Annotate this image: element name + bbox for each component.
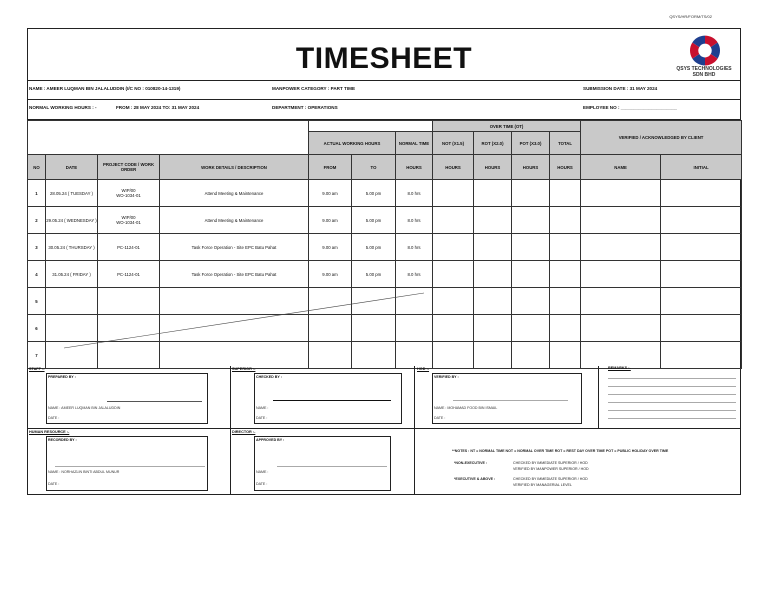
director-name: NAME : bbox=[256, 470, 269, 474]
timesheet-table bbox=[27, 120, 742, 369]
table-row bbox=[28, 261, 742, 288]
row-hours: 8.0 hrs bbox=[396, 180, 433, 207]
director-section-label: DIRECTOR :- bbox=[232, 430, 256, 434]
row-date: 30.05.24 ( THURSDAY ) bbox=[46, 234, 98, 261]
total-header: TOTAL bbox=[550, 132, 581, 155]
divider bbox=[598, 366, 599, 428]
not-header: NOT (X1.5) bbox=[433, 132, 474, 155]
row-to: 5.00 pm bbox=[352, 180, 396, 207]
approved-by-label: APPROVED BY : bbox=[256, 438, 285, 442]
actual-hours-header: ACTUAL WORKING HOURS bbox=[309, 132, 396, 155]
divider bbox=[27, 99, 741, 100]
row-to: 5.00 pm bbox=[352, 207, 396, 234]
row-number: 4 bbox=[28, 261, 46, 288]
row-hours: 8.0 hrs bbox=[396, 261, 433, 288]
notes-legend: **NOTES : NT = NORMAL TIME NOT = NORMAL OVER TIME ROT = REST DAY OVER TIME POT = PUBLIC HOLIDAY OVER TIME bbox=[452, 449, 669, 453]
employee-number: EMPLOYEE NO : ______________________ bbox=[583, 105, 677, 110]
executive-rule-2: VERIFIED BY MANAGERIAL LEVEL bbox=[513, 483, 572, 487]
normal-working-hours: NORMAL WORKING HOURS : - bbox=[29, 105, 97, 110]
non-executive-label: *NON-EXECUTIVE : bbox=[454, 461, 488, 465]
director-date: DATE : bbox=[256, 482, 268, 486]
row-hours: 8.0 hrs bbox=[396, 234, 433, 261]
hr-section-label: HUMAN RESOURCE :- bbox=[29, 430, 70, 434]
col-hours: HOURS bbox=[396, 155, 433, 180]
manpower-category: MANPOWER CATEGORY : PART TIME bbox=[272, 86, 356, 91]
superior-section-label: SUPERIOR :- bbox=[232, 367, 256, 371]
row-number: 5 bbox=[28, 288, 46, 315]
hod-date: DATE : bbox=[434, 416, 446, 420]
project-code: WIP/00 bbox=[121, 188, 136, 193]
divider bbox=[27, 80, 741, 81]
row-from: 9.00 am bbox=[309, 180, 352, 207]
divider bbox=[414, 428, 415, 495]
row-from: 9.00 am bbox=[309, 234, 352, 261]
employee-name: NAME : AMEER LUQMAN BIN JALALUDDIN (I/C NO : 010820-14-1319) bbox=[29, 86, 181, 91]
page-title: TIMESHEET bbox=[295, 42, 473, 75]
row-number: 2 bbox=[28, 207, 46, 234]
row-hours: 8.0 hrs bbox=[396, 207, 433, 234]
hod-section-label: HOD :- bbox=[417, 367, 430, 371]
table-row bbox=[28, 315, 742, 342]
divider bbox=[230, 366, 231, 495]
remarks-lines bbox=[608, 372, 736, 426]
row-project bbox=[98, 207, 160, 234]
verified-by-box bbox=[432, 373, 582, 424]
superior-name: NAME : bbox=[256, 406, 269, 410]
row-number: 7 bbox=[28, 342, 46, 369]
divider bbox=[414, 366, 415, 428]
hr-name: NAME : NORHAZLIN BINTI ABDUL MUNUR bbox=[48, 470, 120, 474]
col-rot-hours: HOURS bbox=[474, 155, 512, 180]
row-details: Attend Meeting & Maintenance bbox=[160, 207, 309, 234]
approved-by-box bbox=[254, 436, 391, 491]
checked-by-label: CHECKED BY : bbox=[256, 375, 282, 379]
hr-date: DATE : bbox=[48, 482, 60, 486]
staff-date: DATE : bbox=[48, 416, 60, 420]
row-date: 28.05.24 ( TUESDAY ) bbox=[46, 180, 98, 207]
table-row bbox=[28, 288, 742, 315]
company-name bbox=[668, 66, 740, 78]
recorded-by-box bbox=[46, 436, 208, 491]
col-total-hours: HOURS bbox=[550, 155, 581, 180]
col-details: WORK DETAILS / DESCRIPTION bbox=[160, 155, 309, 180]
hod-name: NAME : MOHAMAD FOOD BIN ISMAIL bbox=[434, 406, 498, 410]
divider bbox=[27, 428, 741, 429]
non-executive-rule-2: VERIFIED BY MANPOWER SUPERIOR / HOD bbox=[513, 467, 589, 471]
document-reference: QSYS/HR/FORM/TS/02 bbox=[669, 14, 712, 19]
row-to: 5.00 pm bbox=[352, 261, 396, 288]
staff-section-label: STAFF :- bbox=[29, 367, 45, 371]
row-details: Task Force Operation - Site EPC Batu Pahat bbox=[160, 261, 309, 288]
verified-header: VERIFIED / ACKNOWLEDGED BY CLIENT bbox=[581, 121, 742, 155]
col-no: NO bbox=[28, 155, 46, 180]
verified-by-label: VERIFIED BY : bbox=[434, 375, 459, 379]
row-number: 3 bbox=[28, 234, 46, 261]
row-project bbox=[98, 180, 160, 207]
signature-line bbox=[107, 401, 202, 402]
row-from: 9.00 am bbox=[309, 207, 352, 234]
col-not-hours: HOURS bbox=[433, 155, 474, 180]
remark-line bbox=[608, 402, 736, 403]
signature-line bbox=[277, 466, 387, 467]
prepared-by-label: PREPARED BY : bbox=[48, 375, 76, 379]
work-order: WO-1034-01 bbox=[116, 193, 141, 198]
col-initial: INITIAL bbox=[661, 155, 742, 180]
project-code: WIP/00 bbox=[121, 215, 136, 220]
table-row bbox=[28, 234, 742, 261]
remark-line bbox=[608, 410, 736, 411]
row-from: 9.00 am bbox=[309, 261, 352, 288]
col-from: FROM bbox=[309, 155, 352, 180]
work-order: WO-1034-01 bbox=[116, 220, 141, 225]
row-project: PC-1124-01 bbox=[98, 261, 160, 288]
col-project: PROJECT CODE / WORK ORDER bbox=[98, 155, 160, 180]
remark-line bbox=[608, 418, 736, 419]
row-number: 1 bbox=[28, 180, 46, 207]
company-name-line1: QSYS TECHNOLOGIES bbox=[676, 66, 732, 72]
remark-line bbox=[608, 378, 736, 379]
row-details: Task Force Operation - Site EPC Batu Pahat bbox=[160, 234, 309, 261]
col-date: DATE bbox=[46, 155, 98, 180]
pot-header: POT (X3.0) bbox=[512, 132, 550, 155]
normal-time-header: NORMAL TIME bbox=[396, 132, 433, 155]
table-row bbox=[28, 180, 742, 207]
checked-by-box bbox=[254, 373, 402, 424]
rot-header: ROT (X2.0) bbox=[474, 132, 512, 155]
signature-line bbox=[55, 466, 205, 467]
table-row bbox=[28, 342, 742, 369]
col-name: NAME bbox=[581, 155, 661, 180]
remark-line bbox=[608, 394, 736, 395]
row-details: Attend Meeting & Maintenance bbox=[160, 180, 309, 207]
remark-line bbox=[608, 386, 736, 387]
table-row bbox=[28, 207, 742, 234]
row-project: PC-1124-01 bbox=[98, 234, 160, 261]
submission-date: SUBMISSION DATE : 31 MAY 2024 bbox=[583, 86, 658, 91]
signature-line bbox=[273, 400, 391, 401]
department: DEPARTMENT : OPERATIONS bbox=[272, 105, 338, 110]
recorded-by-label: RECORDED BY : bbox=[48, 438, 77, 442]
executive-label: *EXECUTIVE & ABOVE : bbox=[454, 477, 496, 481]
overtime-header: OVER TIME (OT) bbox=[433, 121, 581, 132]
executive-rule-1: CHECKED BY IMMEDIATE SUPERIOR / HOD bbox=[513, 477, 588, 481]
row-date: 29.05.24 ( WEDNESDAY ) bbox=[46, 207, 98, 234]
period: FROM : 28 MAY 2024 TO: 31 MAY 2024 bbox=[116, 105, 200, 110]
superior-date: DATE : bbox=[256, 416, 268, 420]
row-number: 6 bbox=[28, 315, 46, 342]
col-pot-hours: HOURS bbox=[512, 155, 550, 180]
row-to: 5.00 pm bbox=[352, 234, 396, 261]
non-executive-rule-1: CHECKED BY IMMEDIATE SUPERIOR / HOD bbox=[513, 461, 588, 465]
company-name-line2: SDN BHD bbox=[692, 72, 716, 78]
signature-line bbox=[453, 400, 568, 401]
row-date: 31.05.24 ( FRIDAY ) bbox=[46, 261, 98, 288]
prepared-by-box bbox=[46, 373, 208, 424]
staff-name: NAME : AMEER LUQMAN BIN JALALUDDIN bbox=[48, 406, 121, 410]
remarks-label: REMARKS :- bbox=[608, 366, 631, 370]
col-to: TO bbox=[352, 155, 396, 180]
